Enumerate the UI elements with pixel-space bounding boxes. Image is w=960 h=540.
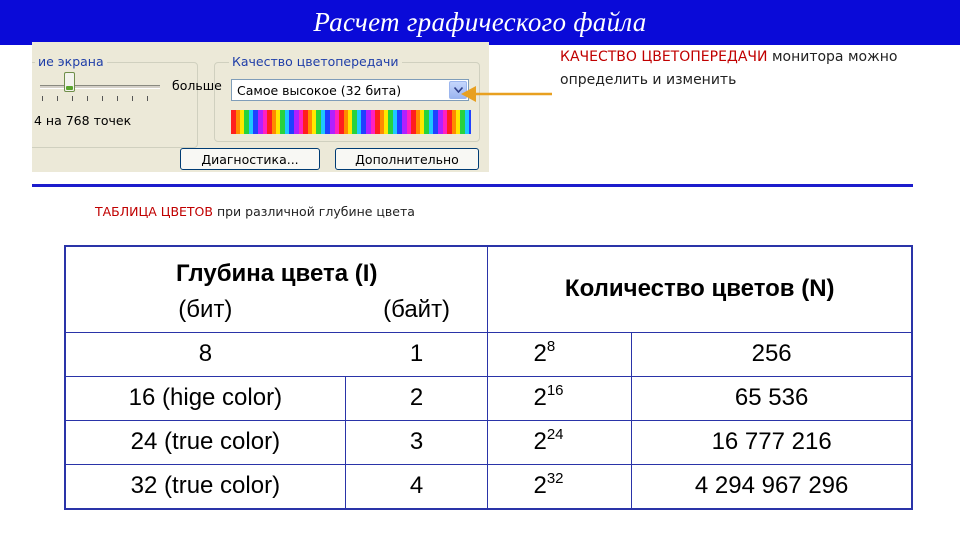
- display-settings-dialog: [32, 42, 489, 172]
- advanced-button[interactable]: Дополнительно: [335, 148, 479, 170]
- bits-header: (бит): [65, 288, 345, 332]
- bytes-header: (байт): [345, 288, 488, 332]
- count-cell: 4 294 967 296: [632, 464, 912, 509]
- table-row: [65, 420, 912, 464]
- page-title: Расчет графического файла: [313, 7, 647, 37]
- power-cell: [488, 464, 632, 509]
- table-caption: [95, 204, 415, 219]
- power-cell: [488, 420, 632, 464]
- resolution-slider-thumb[interactable]: [64, 72, 75, 92]
- resolution-slider-track[interactable]: [40, 85, 160, 89]
- table-row: [65, 332, 912, 376]
- table-row: [65, 376, 912, 420]
- count-cell: 256: [632, 332, 912, 376]
- color-quality-select[interactable]: [231, 79, 469, 101]
- depth-header: Глубина цвета (I): [65, 246, 488, 288]
- power-cell: [488, 376, 632, 420]
- annotation-text: [560, 46, 940, 92]
- bytes-cell: 2: [345, 376, 488, 420]
- count-header: Количество цветов (N): [488, 246, 912, 332]
- bits-cell: 32 (true color): [65, 464, 345, 509]
- bits-cell: 16 (hige color): [65, 376, 345, 420]
- power-base: 2: [533, 384, 547, 412]
- table-caption-highlight: ТАБЛИЦА ЦВЕТОВ: [95, 204, 213, 219]
- diagnostics-button[interactable]: Диагностика...: [180, 148, 320, 170]
- color-quality-group: [214, 54, 480, 142]
- power-exponent: 24: [546, 426, 564, 444]
- table-header-row: [65, 246, 912, 288]
- resolution-text: 4 на 768 точек: [34, 113, 132, 128]
- color-quality-group-label: Качество цветопередачи: [229, 54, 402, 69]
- power-base: 2: [533, 340, 547, 368]
- power-exponent: 16: [546, 382, 564, 400]
- power-base: 2: [533, 428, 547, 456]
- slider-ticks: [42, 96, 160, 101]
- annotation-highlight: КАЧЕСТВО ЦВЕТОПЕРЕДАЧИ: [560, 49, 768, 65]
- power-base: 2: [533, 472, 547, 500]
- count-cell: 65 536: [632, 376, 912, 420]
- power-exponent: 8: [546, 338, 556, 356]
- bytes-cell: 4: [345, 464, 488, 509]
- slider-more-label: больше: [172, 78, 222, 93]
- count-cell: 16 777 216: [632, 420, 912, 464]
- color-quality-select-value: Самое высокое (32 бита): [237, 83, 402, 98]
- color-spectrum-bar: [231, 110, 471, 134]
- color-depth-table: [64, 245, 913, 510]
- power-exponent: 32: [546, 470, 564, 488]
- bits-cell: 8: [65, 332, 345, 376]
- bytes-cell: 1: [345, 332, 488, 376]
- annotation-body: монитора можно определить и изменить: [560, 49, 898, 88]
- table-row: [65, 464, 912, 509]
- divider: [32, 184, 913, 187]
- arrow-left-icon: [458, 82, 554, 104]
- resolution-group-label: ие экрана: [35, 54, 107, 69]
- bytes-cell: 3: [345, 420, 488, 464]
- bits-cell: 24 (true color): [65, 420, 345, 464]
- table-caption-body: при различной глубине цвета: [212, 204, 415, 219]
- resolution-group: [32, 54, 198, 148]
- title-bar: [0, 0, 960, 45]
- power-cell: [488, 332, 632, 376]
